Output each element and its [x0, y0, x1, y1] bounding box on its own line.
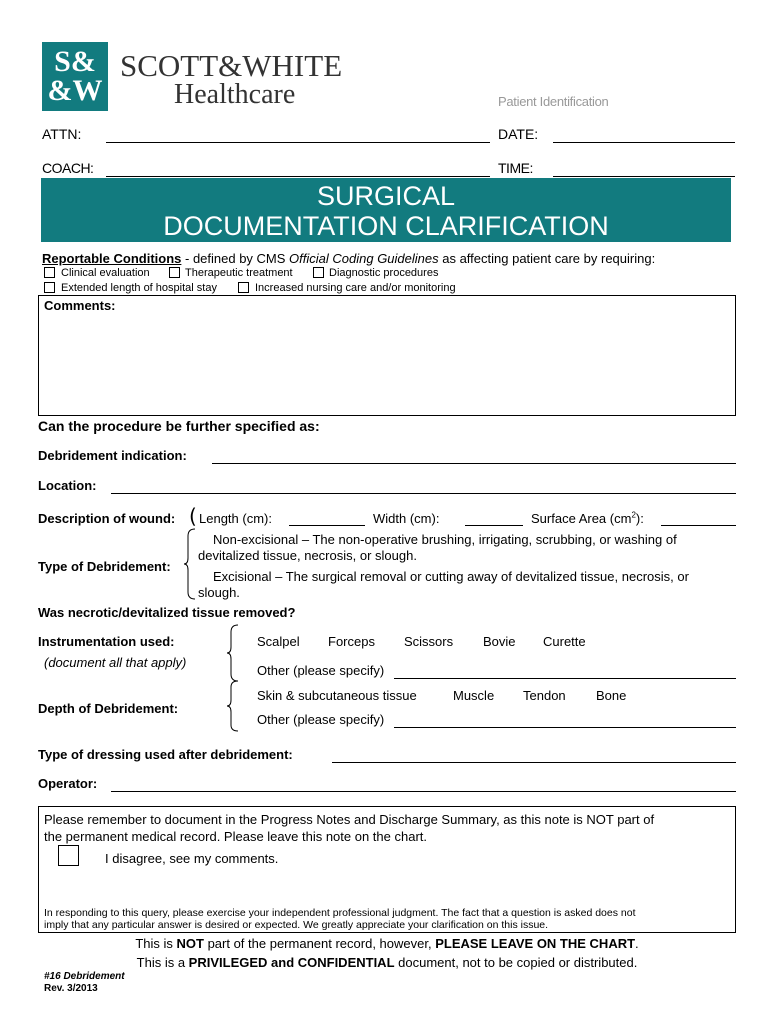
surface-area-sup: 2: [631, 510, 636, 520]
dressing-label: Type of dressing used after debridement:: [38, 747, 293, 762]
brand-sub: Healthcare: [174, 79, 296, 110]
wound-bracket: (: [189, 504, 197, 528]
surface-area-label: [531, 511, 644, 526]
title-line-1: SURGICAL: [316, 181, 456, 211]
notice-line-2: the permanent medical record. Please leave this note on the chart.: [44, 829, 427, 844]
debridement-type-label: Type of Debridement:: [38, 559, 171, 574]
checkbox-extended-stay[interactable]: [44, 282, 55, 293]
footer-line-2: [38, 955, 736, 970]
notice-line-1: Please remember to document in the Progress Notes and Discharge Summary, as this note is NOT part of: [44, 812, 655, 827]
surface-area-post: ):: [635, 511, 644, 526]
surface-area-field[interactable]: [661, 525, 736, 526]
title-line-2: DOCUMENTATION CLARIFICATION: [163, 211, 609, 241]
instrument-other-field[interactable]: [394, 678, 736, 679]
attn-label: ATTN:: [42, 126, 82, 142]
operator-label: Operator:: [38, 776, 98, 791]
width-field[interactable]: [465, 525, 523, 526]
footer-line-1: [38, 936, 736, 951]
disagree-label: I disagree, see my comments.: [105, 851, 279, 866]
depth-bracket: [226, 680, 240, 732]
non-excisional-line-1: Non-excisional – The non-operative brushing, irrigating, scrubbing, or washing of: [213, 532, 677, 547]
coding-guidelines: Official Coding Guidelines: [289, 251, 439, 266]
wound-description-label: Description of wound:: [38, 511, 176, 526]
option-diagnostic-procedures: Diagnostic procedures: [329, 267, 439, 279]
instrumentation-note: (document all that apply): [44, 655, 187, 670]
option-increased-nursing: Increased nursing care and/or monitoring: [255, 282, 456, 294]
option-therapeutic-treatment: Therapeutic treatment: [185, 267, 293, 279]
date-field[interactable]: [553, 142, 735, 143]
operator-field[interactable]: [111, 791, 736, 792]
coach-label: COACH:: [42, 160, 94, 176]
comments-box[interactable]: [38, 295, 736, 416]
checkbox-therapeutic-treatment[interactable]: [169, 267, 180, 278]
attn-field[interactable]: [106, 142, 490, 143]
depth-muscle[interactable]: Muscle: [453, 688, 495, 703]
instrumentation-bracket: [226, 624, 240, 682]
instrument-curette[interactable]: Curette: [543, 634, 586, 649]
excisional-line-1: Excisional – The surgical removal or cutting away of devitalized tissue, necrosis, or: [213, 569, 689, 584]
length-field[interactable]: [289, 525, 365, 526]
checkbox-diagnostic-procedures[interactable]: [313, 267, 324, 278]
reportable-heading: Reportable Conditions: [42, 251, 182, 266]
instrument-bovie[interactable]: Bovie: [483, 634, 516, 649]
reportable-text-after: as affecting patient care by requiring:: [438, 251, 656, 266]
brand-name: SCOTT&WHITE: [120, 48, 343, 83]
logo-mark: [42, 42, 108, 111]
option-extended-stay: Extended length of hospital stay: [61, 282, 217, 294]
patient-id-label: Patient Identification: [498, 94, 609, 109]
comments-label: Comments:: [44, 298, 116, 313]
procedure-question: Can the procedure be further specified as:: [38, 418, 320, 434]
depth-bone[interactable]: Bone: [596, 688, 627, 703]
footer-l1-a: This is: [135, 936, 177, 951]
location-label: Location:: [38, 478, 97, 493]
footer-l1-c: part of the permanent record, however,: [203, 936, 436, 951]
time-label: TIME:: [498, 160, 533, 176]
instrumentation-label: Instrumentation used:: [38, 634, 175, 649]
footer-l1-e: .: [635, 936, 639, 951]
depth-other-field[interactable]: [394, 727, 736, 728]
date-label: DATE:: [498, 126, 539, 142]
excisional-line-2: slough.: [198, 585, 240, 600]
non-excisional-line-2: devitalized tissue, necrosis, or slough.: [198, 548, 417, 563]
dressing-field[interactable]: [332, 762, 736, 763]
reportable-text-before: - defined by CMS: [181, 251, 290, 266]
time-field[interactable]: [553, 176, 735, 177]
surface-area-pre: Surface Area (cm: [531, 511, 632, 526]
type-bracket: [183, 528, 197, 600]
depth-skin[interactable]: Skin & subcutaneous tissue: [257, 688, 417, 703]
footer-l1-b: NOT: [176, 936, 204, 951]
coach-field[interactable]: [106, 176, 490, 177]
instrument-scalpel[interactable]: Scalpel: [257, 634, 300, 649]
footer-l1-d: PLEASE LEAVE ON THE CHART: [435, 936, 636, 951]
location-field[interactable]: [111, 493, 736, 494]
reportable-conditions-text: [42, 251, 655, 266]
length-label: Length (cm):: [199, 511, 272, 526]
form-number: #16 Debridement: [44, 971, 125, 982]
judgment-line-2: imply that any particular answer is desired or expected. We greatly appreciate your clarification on this issue.: [44, 919, 549, 931]
depth-other-label: Other (please specify): [257, 712, 385, 727]
title-banner: [41, 178, 731, 242]
instrument-other-label: Other (please specify): [257, 663, 385, 678]
depth-tendon[interactable]: Tendon: [523, 688, 566, 703]
checkbox-clinical-evaluation[interactable]: [44, 267, 55, 278]
logo-mark-top: S&: [54, 45, 96, 78]
depth-label: Depth of Debridement:: [38, 701, 179, 716]
instrument-scissors[interactable]: Scissors: [404, 634, 454, 649]
footer-l2-a: This is a: [136, 955, 189, 970]
debridement-indication-label: Debridement indication:: [38, 448, 187, 463]
logo-mark-bottom: &W: [47, 74, 103, 107]
option-clinical-evaluation: Clinical evaluation: [61, 267, 150, 279]
debridement-indication-field[interactable]: [212, 463, 736, 464]
footer-l2-c: document, not to be copied or distributed.: [394, 955, 638, 970]
footer-l2-b: PRIVILEGED and CONFIDENTIAL: [188, 955, 395, 970]
checkbox-increased-nursing[interactable]: [238, 282, 249, 293]
necrotic-question: Was necrotic/devitalized tissue removed?: [38, 605, 296, 620]
width-label: Width (cm):: [373, 511, 440, 526]
instrument-forceps[interactable]: Forceps: [328, 634, 375, 649]
judgment-line-1: In responding to this query, please exercise your independent professional judgment. The fact that a question is asked does not: [44, 907, 636, 919]
form-revision: Rev. 3/2013: [44, 983, 98, 994]
disagree-checkbox[interactable]: [58, 845, 79, 866]
